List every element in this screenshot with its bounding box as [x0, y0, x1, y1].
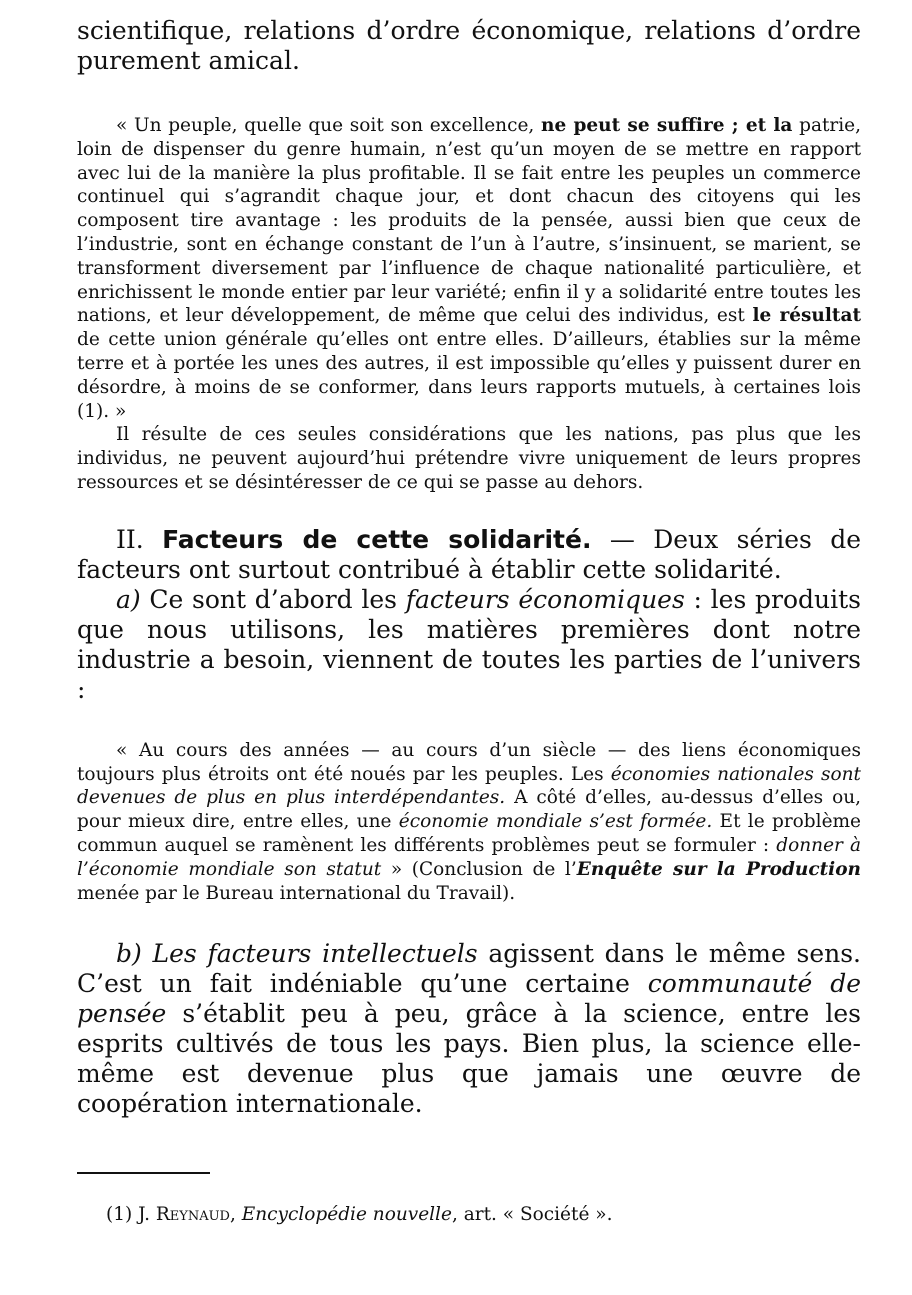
quote2-t2: A côté d’elles, au-dessus d’elles ou, pour mieux dire, entre elles, une [77, 787, 862, 833]
quote2-t3: Et le problème commun auquel se ramènent les différents problèmes peut se formuler : [77, 811, 862, 856]
paragraph-a-emph: facteurs économiques [405, 584, 685, 614]
footnote-marker: (1) J. [106, 1204, 156, 1225]
section-2 [77, 525, 861, 705]
quote2-i4: Enquête sur la Production [576, 858, 862, 880]
paragraph-b [77, 939, 861, 1119]
quote2-t1: « Au cours des années — au cours d’un siècle — des liens économiques toujours plus étroits ont été noués par les peuples. Les [77, 739, 861, 785]
paragraph-a-text1: Ce sont d’abord les [140, 584, 406, 614]
quote2-t4: » (Conclusion de l’ [381, 858, 577, 880]
quote-reynaud-paragraph [77, 114, 861, 423]
section-2-text: — Deux séries de facteurs ont surtout contribué à établir cette solidarité. [77, 524, 862, 584]
section-2-intro [77, 525, 861, 585]
footnote-divider [77, 1172, 210, 1174]
quote-text-part2: patrie, loin de dispenser du genre humain, n’est qu’un moyen de se mettre en rapport avec lui de la manière la plus profitable. Il se fait entre les peuples un commerce continuel qui s’agrandit chaque jour, et dont chacun des citoyens qui les composent tire avantage : les produits de la pensée, aussi bien que ceux de l’industrie, sont en échange constant de l’un à l’autre, s’insinuent, se marient, se transforment diversement par l’influence de chaque nationalité particulière, et enrichissent le monde entier par leur variété; enfin il y a solidarité entre toutes les nations, et leur développement, de même que celui des individus, est [77, 115, 861, 327]
footnote-rest: , art. « Société ». [451, 1204, 613, 1225]
paragraph-a [77, 585, 861, 705]
quote2-t5: menée par le Bureau international du Travail). [77, 882, 516, 904]
quote-text-bold1: ne peut se suffire ; et la [541, 115, 793, 136]
paragraph-a-letter: a) [116, 584, 141, 614]
quote-text-bold2: le résultat [752, 305, 861, 327]
quote2-i3: donner à l’économie mondiale son statut [77, 834, 861, 880]
quote2-i2: économie mondiale s’est formée. [398, 811, 713, 833]
conclusion-paragraph: Il résulte de ces seules considérations que les nations, pas plus que les individus, ne peuvent aujourd’hui prétendre vivre uniquement de leurs propres ressources et se désintéresser de ce qui se passe au dehors. [77, 424, 861, 493]
paragraph-b-text2: s’établit peu à peu, grâce à la science, entre les esprits cultivés de tous les pays. Bien plus, la science elle-même est devenue plus que jamais une œuvre de coopération internationale. [77, 999, 861, 1119]
paragraph-b-emph1: Les facteurs intellectuels [152, 939, 478, 969]
quote-bit-paragraph [77, 739, 861, 906]
page-body [77, 16, 861, 1119]
footnote [106, 1203, 612, 1227]
footnote-sep: , [229, 1204, 242, 1225]
section-number: II. [116, 524, 144, 554]
quote2-i1: économies nationales sont devenues de plus en plus interdépendantes. [77, 763, 861, 809]
paragraph-b-letter: b) [116, 939, 142, 969]
paragraph-b-emph2: communauté de pensée [77, 969, 861, 1029]
intro-paragraph: scientifique, relations d’ordre économique, relations d’ordre purement amical. [77, 16, 861, 75]
paragraph-b-text1: agissent dans le même sens. C’est un fait indéniable qu’une certaine [77, 939, 862, 999]
footnote-work: Encyclopédie nouvelle [241, 1204, 452, 1225]
quote-text-part3: de cette union générale qu’elles ont entre elles. D’ailleurs, établies sur la même terre et à portée les unes des autres, il est impossible qu’elles y puissent durer en désordre, à moins de se conformer, dans leurs rapports mutuels, à certaines lois (1). » [77, 329, 861, 422]
paragraph-b-text [77, 939, 861, 1119]
quote-text-part1: « Un peuple, quelle que soit son excellence, [116, 115, 541, 136]
paragraph-a-text2: : les produits que nous utilisons, les matières premières dont notre industrie a besoin, viennent de toutes les parties de l’univers : [77, 584, 862, 704]
footnote-author: Reynaud [155, 1204, 230, 1225]
quote-bit [77, 739, 861, 906]
quote-reynaud [77, 114, 861, 495]
section-heading: Facteurs de cette solidarité. [162, 524, 592, 554]
